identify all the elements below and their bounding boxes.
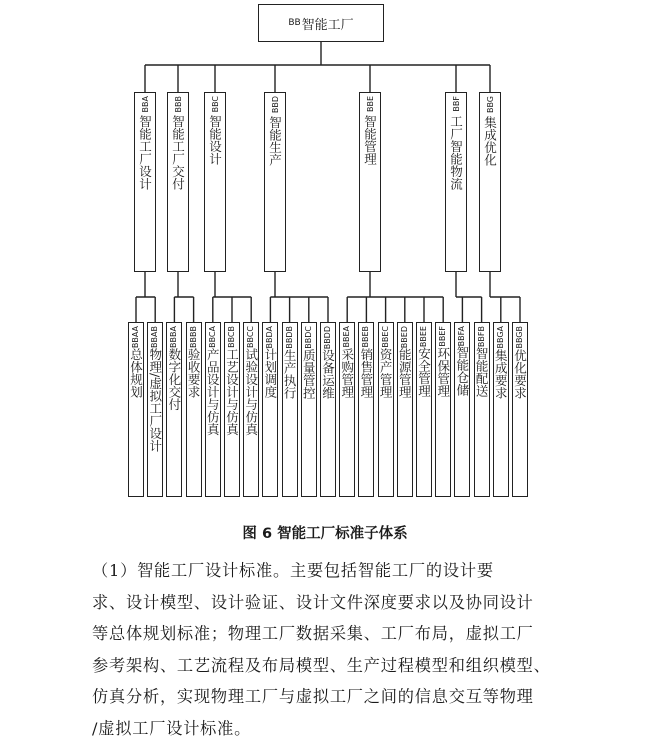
leaf-code: BBFB	[476, 326, 486, 348]
leaf-node-bbca	[205, 322, 221, 497]
leaf-label	[283, 326, 296, 399]
leaf-label	[456, 326, 469, 396]
leaf-node-bbaa	[128, 322, 144, 497]
leaf-code: BBEE	[419, 326, 428, 348]
leaf-label	[187, 326, 200, 398]
leaf-code: BBGA	[495, 326, 505, 349]
leaf-name: 试验设计与仿真	[243, 348, 259, 436]
leaf-name: 生产执行	[282, 348, 298, 399]
leaf-node-bbbb	[186, 322, 202, 497]
branch-node-bba	[134, 92, 156, 272]
root-name: 智能工厂	[301, 17, 354, 33]
branch-code: BBG	[485, 96, 495, 114]
branch-name: 集成优化	[482, 116, 498, 167]
leaf-name: 环保管理	[435, 346, 451, 397]
leaf-name: 验收要求	[186, 347, 202, 398]
leaf-label	[130, 326, 143, 398]
leaf-label	[226, 326, 239, 435]
branch-code: BBB	[173, 96, 183, 113]
figure-caption: 图 6 智能工厂标准子体系	[242, 526, 408, 542]
leaf-name: 集成要求	[493, 348, 509, 399]
paragraph-line: 求、设计模型、设计验证、设计文件深度要求以及协同设计	[92, 592, 534, 612]
leaf-code: BBEF	[438, 326, 448, 347]
leaf-node-bbec	[378, 322, 394, 497]
leaf-code: BBCB	[227, 326, 236, 348]
leaf-node-bbba	[166, 322, 182, 497]
leaf-node-bbee	[416, 322, 432, 497]
leaf-name: 设备运维	[320, 349, 336, 400]
leaf-code: BBDB	[284, 326, 294, 349]
leaf-node-bbed	[397, 322, 413, 497]
branch-name: 智能工厂交付	[170, 115, 186, 191]
leaf-name: 计划调度	[262, 348, 278, 399]
branch-node-bbb	[167, 92, 189, 272]
leaf-name: 产品设计与仿真	[205, 347, 221, 436]
root-code: BB	[288, 18, 301, 28]
leaf-code: BBGB	[515, 326, 524, 349]
branch-name: 工厂智能物流	[448, 114, 464, 190]
leaf-name: 智能配送	[474, 347, 490, 398]
branch-node-bbc	[204, 92, 226, 272]
paragraph-line: 仿真分析，实现物理工厂与虚拟工厂之间的信息交互等物理	[92, 687, 534, 706]
leaf-node-bbcb	[224, 322, 240, 497]
leaf-label	[514, 326, 527, 399]
leaf-code: BBDA	[265, 326, 275, 349]
branch-code: BBA	[140, 96, 150, 113]
paragraph-line: 参考架构、工艺流程及布局模型、生产过程模型和组织模型、	[92, 655, 551, 675]
branch-name: 智能生产	[267, 116, 283, 167]
leaf-label	[379, 326, 392, 398]
branch-code: BBF	[451, 96, 461, 112]
leaf-node-bbfa	[454, 322, 470, 497]
leaf-code: BBED	[399, 326, 409, 349]
leaf-name: 物理/虚拟工厂设计	[147, 347, 163, 453]
leaf-label	[206, 326, 219, 435]
leaf-node-bbda	[262, 322, 278, 497]
branch-name: 智能设计	[207, 115, 223, 166]
leaf-code: BBDC	[303, 326, 313, 349]
leaf-label	[149, 326, 162, 452]
root-node	[258, 4, 384, 42]
leaf-name: 智能仓储	[454, 346, 470, 397]
leaf-label	[360, 326, 373, 398]
leaf-code: BBCA	[207, 326, 217, 348]
leaf-name: 资产管理	[378, 347, 394, 398]
branch-node-bbf	[445, 92, 467, 272]
leaf-node-bbef	[435, 322, 451, 497]
leaf-code: BBBB	[188, 326, 198, 348]
branch-code: BBD	[270, 96, 280, 114]
leaf-label	[437, 326, 450, 397]
branch-node-bbd	[264, 92, 286, 272]
leaf-name: 采购管理	[339, 347, 355, 398]
branch-code: BBC	[210, 96, 220, 113]
paragraph-line: （1）智能工厂设计标准。主要包括智能工厂的设计要	[92, 561, 494, 580]
branch-node-bbe	[359, 92, 381, 272]
leaf-code: BBAB	[150, 326, 160, 348]
leaf-code: BBCC	[246, 326, 256, 349]
leaf-node-bbgb	[512, 322, 528, 497]
leaf-label	[418, 326, 431, 397]
leaf-label	[302, 326, 315, 399]
leaf-name: 质量管控	[301, 348, 317, 399]
leaf-name: 优化要求	[512, 348, 528, 399]
leaf-name: 销售管理	[358, 347, 374, 398]
leaf-node-bbab	[147, 322, 163, 497]
leaf-node-bbga	[493, 322, 509, 497]
leaf-node-bbcc	[243, 322, 259, 497]
leaf-node-bbdd	[320, 322, 336, 497]
leaf-node-bbfb	[474, 322, 490, 497]
leaf-label	[494, 326, 507, 399]
leaf-code: BBFA	[457, 326, 467, 347]
leaf-code: BBDD	[323, 326, 332, 350]
leaf-code: BBBA	[169, 326, 179, 348]
body-paragraph	[92, 555, 560, 744]
leaf-node-bbeb	[358, 322, 374, 497]
leaf-code: BBEB	[361, 326, 371, 348]
leaf-name: 工艺设计与仿真	[224, 347, 240, 436]
leaf-node-bbdb	[282, 322, 298, 497]
leaf-code: BBEC	[380, 326, 390, 348]
leaf-label	[168, 326, 181, 410]
leaf-name: 总体规划	[128, 348, 144, 399]
leaf-label	[264, 326, 277, 398]
leaf-label	[245, 326, 258, 436]
branch-name: 智能管理	[362, 115, 378, 166]
leaf-name: 数字化交付	[166, 347, 182, 411]
branch-node-bbg	[479, 92, 501, 272]
leaf-label	[341, 326, 354, 398]
paragraph-line: /虚拟工厂设计标准。	[92, 718, 252, 738]
leaf-label	[475, 326, 488, 397]
leaf-label	[398, 326, 411, 398]
paragraph-line: 等总体规划标准；物理工厂数据采集、工厂布局，虚拟工厂	[92, 624, 534, 643]
leaf-label	[322, 326, 335, 399]
leaf-name: 安全管理	[416, 347, 432, 398]
leaf-code: BBAA	[131, 326, 140, 349]
leaf-node-bbea	[339, 322, 355, 497]
branch-name: 智能工厂设计	[137, 115, 153, 191]
leaf-code: BBEA	[342, 326, 352, 348]
branch-code: BBE	[365, 96, 375, 113]
leaf-node-bbdc	[301, 322, 317, 497]
leaf-name: 能源管理	[397, 348, 413, 399]
